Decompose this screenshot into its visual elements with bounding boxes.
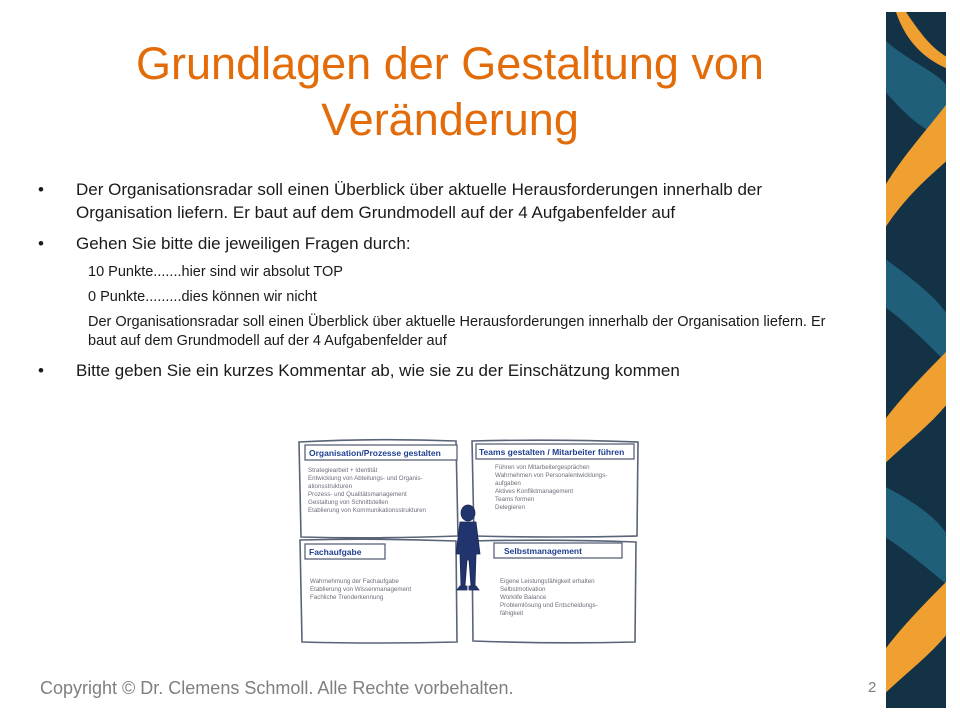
- panel-title-selbst: Selbstmanagement: [504, 546, 582, 556]
- panel-item: ationsstrukturen: [308, 483, 353, 490]
- panel-item: Selbstmotivation: [500, 586, 546, 593]
- page-number: 2: [868, 679, 877, 696]
- slide-title: Grundlagen der Gestaltung von Veränderung: [136, 38, 764, 145]
- copyright-footer: Copyright © Dr. Clemens Schmoll. Alle Rechte vorbehalten.: [40, 678, 514, 698]
- bullet-marker: •: [38, 361, 44, 380]
- panel-title-teams: Teams gestalten / Mitarbeiter führen: [479, 447, 625, 457]
- bullet-item: [36, 178, 842, 224]
- four-fields-diagram: [296, 436, 642, 646]
- panel-item: Führen von Mitarbeitergesprächen: [495, 464, 590, 471]
- panel-title-fachaufgabe: Fachaufgabe: [309, 547, 362, 557]
- bullet-marker: •: [38, 234, 44, 253]
- panel-item: Aktives Konfliktmanagement: [495, 488, 574, 495]
- panel-item: Entwicklung von Abteilungs- und Organis-: [308, 475, 423, 482]
- panel-item: Problemlösung und Entscheidungs-: [500, 602, 598, 609]
- panel-item: aufgaben: [495, 480, 521, 487]
- panel-item: Worklife Balance: [500, 594, 547, 601]
- panel-item: Etablierung von Wissenmanagement: [310, 586, 412, 593]
- panel-item: Prozess- und Qualitätsmanagement: [308, 491, 407, 498]
- panel-item: Strategiearbeit + Identität: [308, 467, 378, 474]
- panel-item: Eigene Leistungsfähigkeit erhalten: [500, 578, 595, 585]
- panel-item: Delegieren: [495, 504, 525, 511]
- panel-item: Etablierung von Kommunikationsstrukturen: [308, 507, 426, 514]
- sub-item: 10 Punkte.......hier sind wir absolut TOP: [88, 264, 343, 280]
- panel-item: Teams formen: [495, 496, 535, 503]
- slide-content: [36, 178, 842, 390]
- decorative-ribbon-band: [886, 12, 946, 708]
- panel-item: Gestaltung von Schnittstellen: [308, 499, 389, 506]
- panel-item: Wahrnehmen von Personalentwicklungs-: [495, 472, 608, 479]
- sub-item: Der Organisationsradar soll einen Überblick über aktuelle Herausforderungen innerhalb der Organisation liefern. Er baut auf dem Grundmodell auf der 4 Aufgabenfelder auf: [88, 314, 826, 349]
- bullet-item: [36, 232, 842, 255]
- bullet-text: Der Organisationsradar soll einen Überblick über aktuelle Herausforderungen innerhalb der Organisation liefern. Er baut auf dem Grundmodell auf der 4 Aufgabenfelder auf: [76, 180, 763, 222]
- bullet-text: Bitte geben Sie ein kurzes Kommentar ab, wie sie zu der Einschätzung kommen: [76, 361, 680, 380]
- panel-title-organisation: Organisation/Prozesse gestalten: [309, 448, 441, 458]
- panel-item: fähigkeit: [500, 610, 524, 617]
- panel-item: Wahrnehmung der Fachaufgabe: [310, 578, 399, 585]
- sub-item: 0 Punkte.........dies können wir nicht: [88, 289, 317, 305]
- panel-item: Fachliche Trenderkennung: [310, 594, 384, 601]
- bullet-text: Gehen Sie bitte die jeweiligen Fragen durch:: [76, 234, 411, 253]
- bullet-item: [36, 359, 842, 382]
- bullet-marker: •: [38, 180, 44, 199]
